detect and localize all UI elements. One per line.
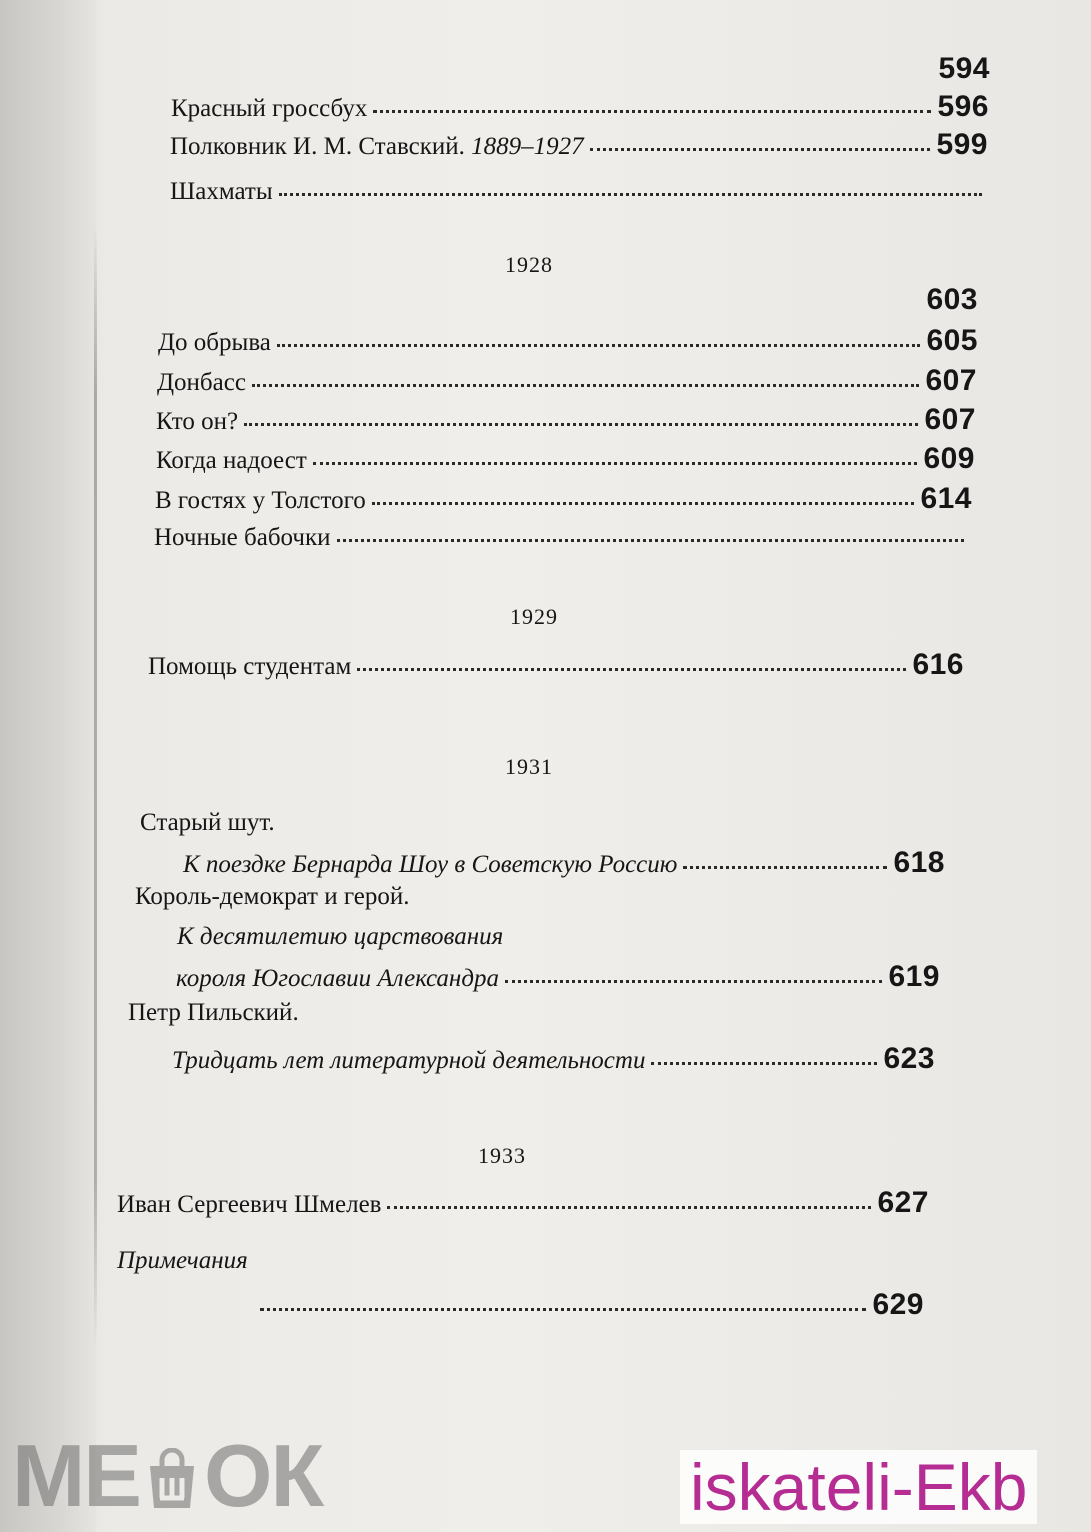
toc-entry <box>148 650 964 682</box>
dot-leader <box>387 1206 871 1209</box>
dot-leader <box>244 423 918 426</box>
toc-entry-title: Король-демократ и герой. <box>135 883 410 910</box>
toc-entry-title: Шахматы <box>170 178 273 205</box>
toc-entry <box>171 92 989 124</box>
toc-entry <box>170 177 988 207</box>
toc-entry-title: В гостях у Толстого <box>155 487 366 514</box>
toc-entry-title: Примечания <box>117 1247 248 1274</box>
dot-leader <box>590 148 931 151</box>
toc-entry <box>176 962 940 994</box>
toc-page-number: 594 <box>938 52 990 85</box>
toc-entry <box>260 1290 924 1320</box>
dot-leader <box>313 462 918 465</box>
seller-watermark: iskateli-Ekb <box>680 1450 1037 1524</box>
toc-entry <box>172 1044 935 1076</box>
meshok-logo-watermark: МЕ ОК <box>12 1426 323 1525</box>
toc-entry <box>156 405 976 437</box>
toc-entry <box>158 326 978 358</box>
shopping-bag-icon <box>142 1436 202 1498</box>
toc-entry-subtitle: К поездке Бернарда Шоу в Советскую Россию <box>183 851 678 878</box>
toc-entry-title: Полковник И. М. Ставский. 1889–1927 <box>170 133 584 160</box>
toc-entry-title: Помощь студентам <box>148 653 352 680</box>
toc-entry-subtitle: К десятилетию царствования <box>177 923 504 950</box>
toc-entry-title: Красный гроссбух <box>171 95 368 122</box>
toc-entry-title: Петр Пильский. <box>128 999 299 1026</box>
toc-entry <box>156 444 975 476</box>
toc-page-number: 629 <box>872 1288 924 1321</box>
dot-leader <box>279 193 982 196</box>
dot-leader <box>372 502 915 505</box>
toc-entry <box>155 484 972 516</box>
toc-entry <box>183 848 945 880</box>
toc-page-number: 596 <box>937 90 989 123</box>
toc-page-number: 609 <box>923 442 975 475</box>
toc-entry-title: Донбасс <box>157 369 246 396</box>
toc-entry-594 <box>880 54 990 84</box>
toc-entry-title: Кто он? <box>156 408 239 435</box>
toc-page-number: 607 <box>925 364 977 397</box>
toc-entry-title: До обрыва <box>158 329 271 356</box>
dot-leader <box>373 110 931 113</box>
toc-page-number: 603 <box>926 283 978 316</box>
section-year-heading: 1931 <box>505 754 553 779</box>
section-year-heading: 1933 <box>478 1143 526 1168</box>
toc-entry-subtitle: Тридцать лет литературной деятельности <box>172 1047 646 1074</box>
dot-leader <box>252 384 919 387</box>
dot-leader <box>505 980 882 983</box>
toc-entry <box>880 285 978 315</box>
dot-leader <box>651 1062 877 1065</box>
toc-entry-title: Когда надоест <box>156 447 307 474</box>
toc-entry <box>157 366 977 398</box>
dot-leader <box>357 668 906 671</box>
dot-leader <box>277 344 921 347</box>
dot-leader <box>337 539 965 542</box>
toc-page-number: 605 <box>926 324 978 357</box>
toc-entry-title: Старый шут. <box>140 809 275 836</box>
dot-leader <box>683 866 887 869</box>
toc-entry-subtitle: короля Югославии Александра <box>176 965 499 992</box>
toc-entry <box>117 1188 929 1220</box>
toc-entry <box>117 1246 367 1276</box>
toc-page-number: 616 <box>912 648 964 681</box>
toc-page-number: 623 <box>883 1042 935 1075</box>
toc-page-number: 619 <box>888 960 940 993</box>
section-year-heading: 1928 <box>505 252 553 277</box>
section-year-heading: 1929 <box>510 604 558 629</box>
toc-page-number: 627 <box>877 1186 929 1219</box>
toc-entry <box>154 523 970 553</box>
toc-entry-title: Ночные бабочки <box>154 524 331 551</box>
toc-page-number: 614 <box>920 482 972 515</box>
dot-leader <box>260 1308 866 1311</box>
toc-entry-title: Иван Сергеевич Шмелев <box>117 1191 382 1218</box>
toc-page-number: 618 <box>893 846 945 879</box>
toc-page-number: 607 <box>924 403 976 436</box>
toc-entry <box>170 130 988 162</box>
toc-page-number: 599 <box>936 128 988 161</box>
